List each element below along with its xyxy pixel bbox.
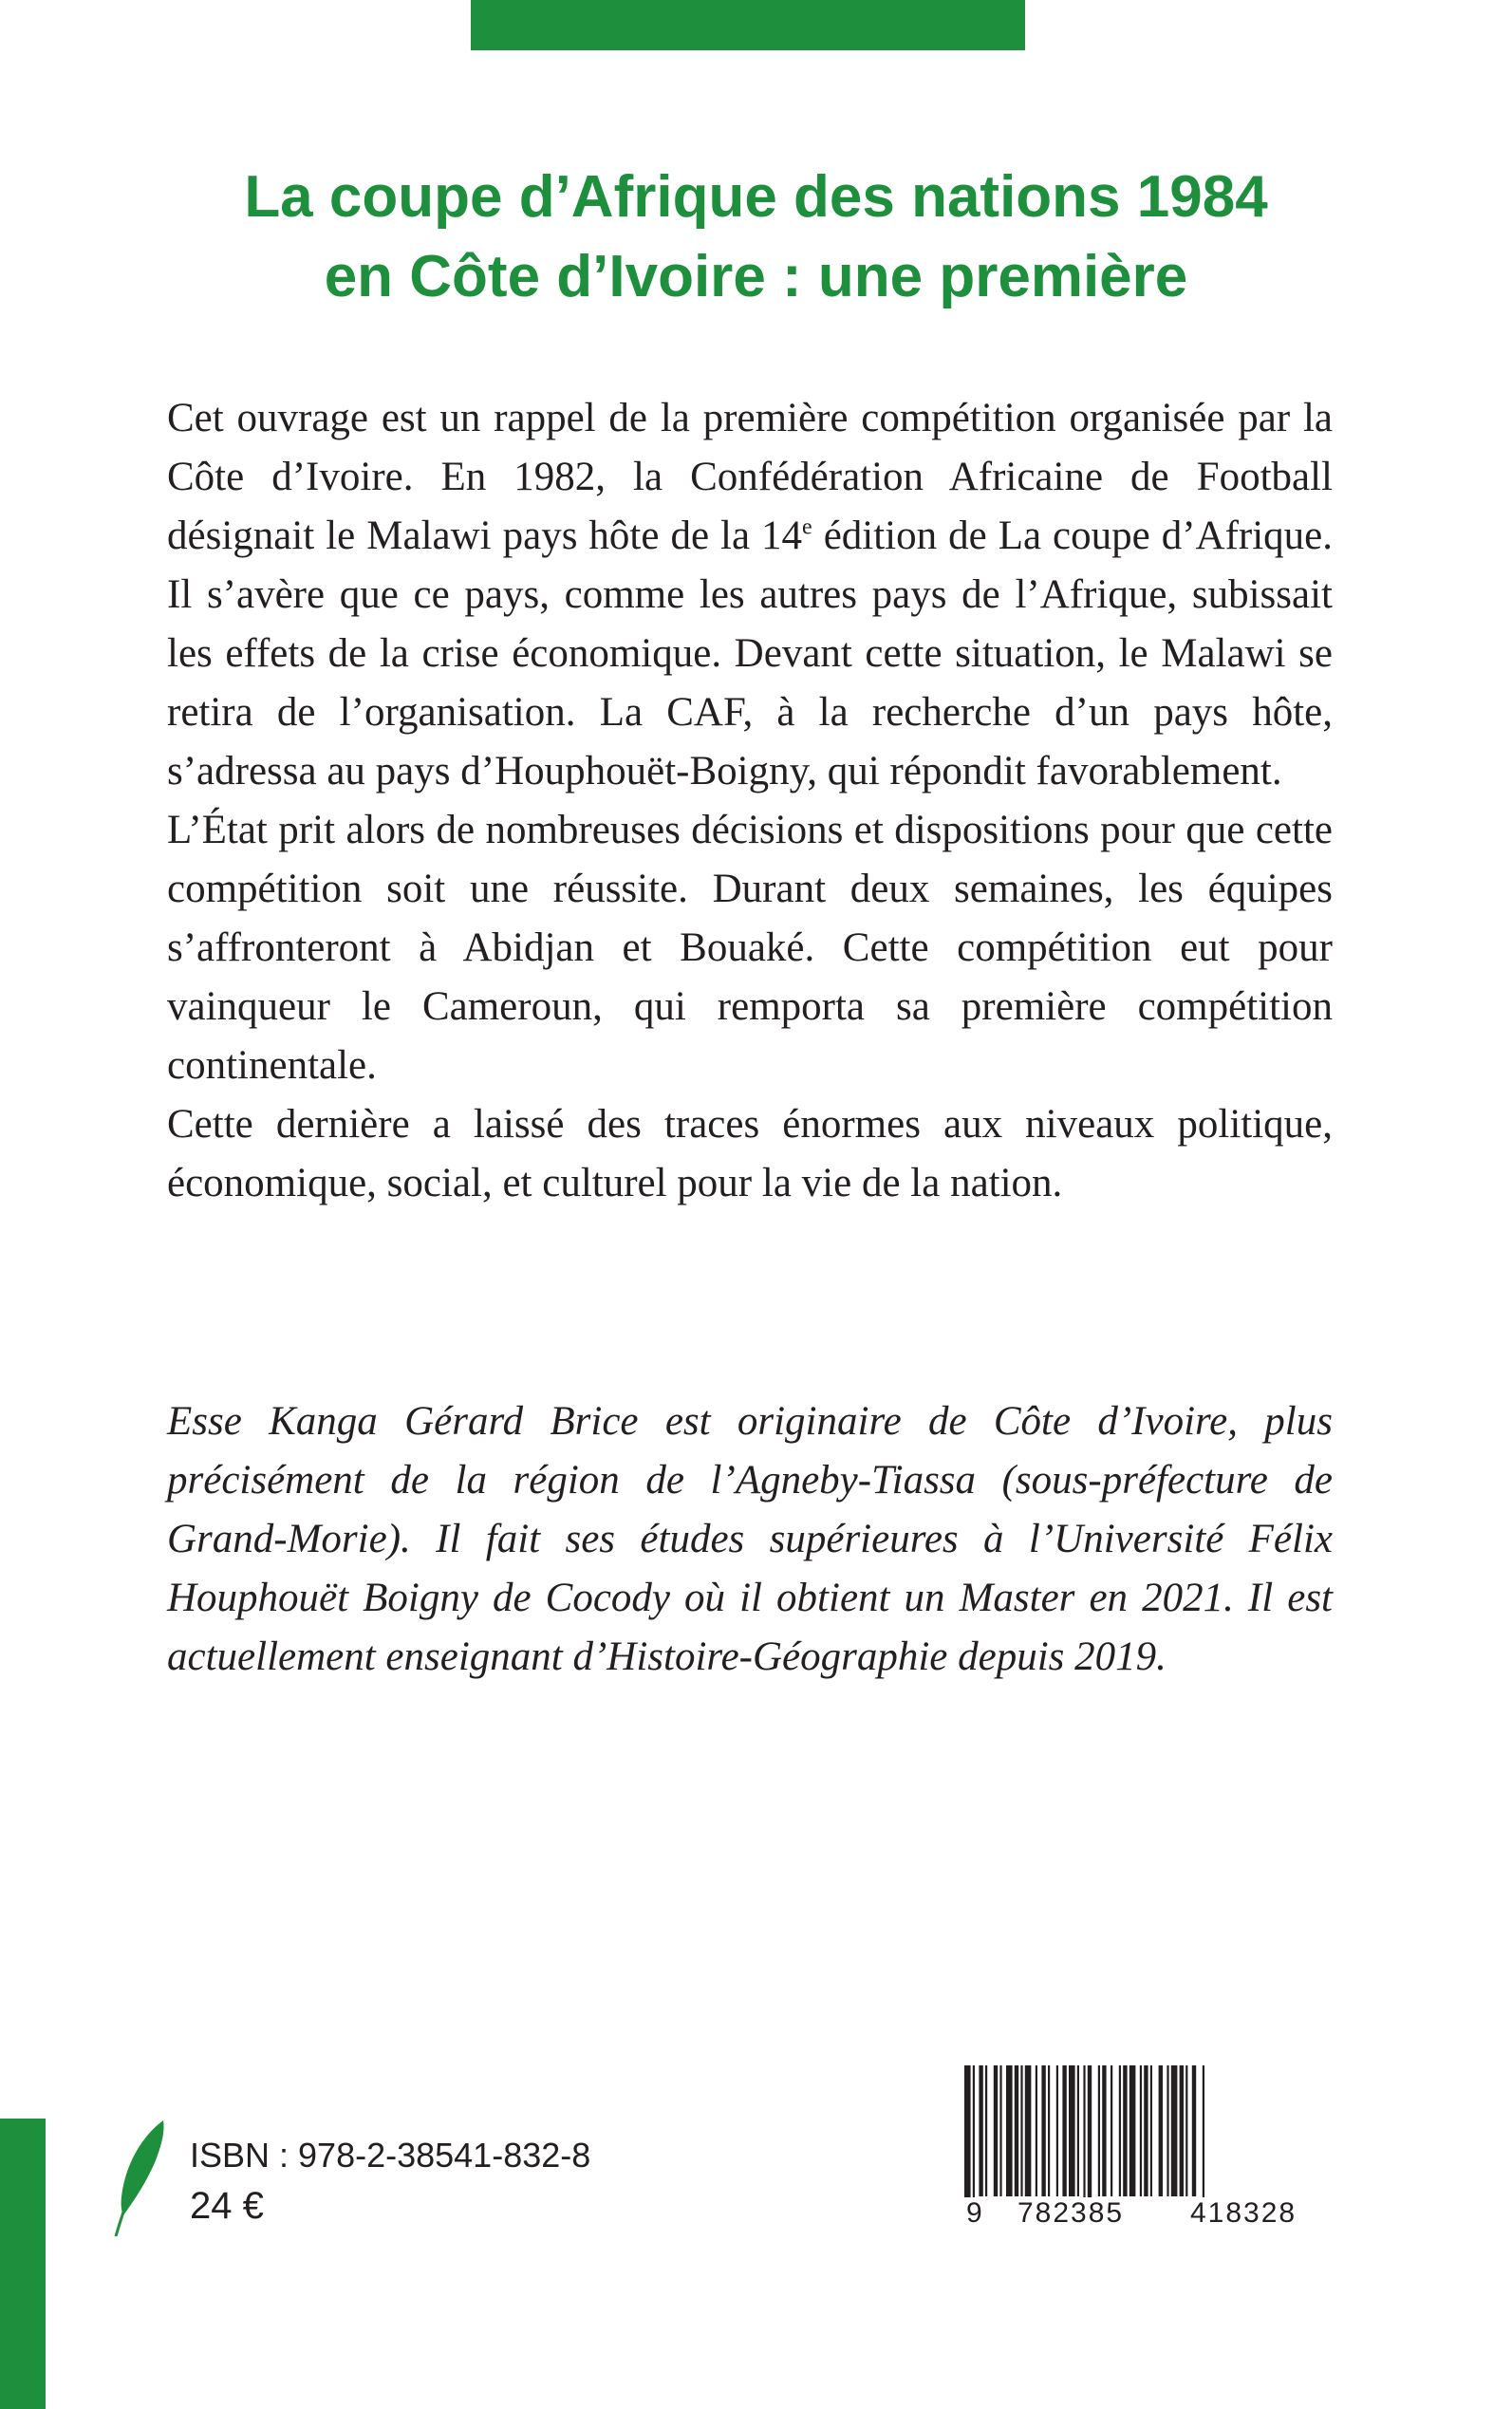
summary-p1-text-b: édition de La coupe d’Afrique. Il s’avère que ce pays, comme les autres pays de l’Afrique, subissait les effets de la crise économique. Devant cette situation, le Malawi se retira de l’organisation. La CAF, à la recherche d’un pays hôte, s’adressa au pays d’Houphouët-Boigny, qui répondit favorablement. [167,514,1333,794]
barcode-bar [1041,2065,1045,2196]
barcode-bar [1167,2065,1168,2196]
barcode-bar [1185,2065,1187,2196]
summary-paragraph-2: L’État prit alors de nombreuses décisions et dispositions pour que cette compétition soit une réussite. Durant deux semaines, les équipes s’affronteront à Abidjan et Bouaké. Cette compétition eut pour vainqueur le Cameroun, qui remporta sa première compétition continentale. [167,808,1333,1088]
barcode-bar [1048,2065,1050,2196]
barcode-bar [1015,2065,1018,2196]
barcode-bar [1020,2065,1022,2196]
barcode-bar [1006,2065,1013,2196]
barcode-bar [1083,2065,1085,2217]
side-accent-bar [0,2119,46,2409]
top-accent-bar [471,0,1025,50]
barcode-bar [1098,2065,1100,2196]
barcode-bar [1150,2065,1152,2196]
barcode-bar [973,2065,975,2217]
barcode-bar [1025,2065,1032,2196]
barcode-digits-left: 782385 [1014,2197,1128,2230]
ordinal-superscript: e [802,514,812,540]
book-summary [167,389,1333,1213]
isbn-label: ISBN : 978-2-38541-832-8 [190,2136,591,2175]
barcode-bar [1144,2065,1148,2196]
barcode-bar [1119,2065,1121,2196]
summary-p1-text-a: Cet ouvrage est un rappel de la première compétition organisée par la Côte d’Ivoire. En 1982, la Confédération Africaine de Football désignait le Malawi pays hôte de la 14 [167,396,1333,558]
price-label: 24 € [190,2185,264,2227]
barcode-bar [1062,2065,1066,2196]
barcode-bar [999,2065,1001,2196]
barcode-bar [1056,2065,1058,2196]
barcode-bar [1129,2065,1136,2196]
barcode-bar [1140,2065,1142,2196]
barcode-bar [1036,2065,1037,2196]
barcode-bar [1203,2065,1204,2217]
barcode-bar [964,2065,971,2217]
author-bio: Esse Kanga Gérard Brice est originaire de Côte d’Ivoire, plus précisément de la région de l’Agneby-Tiassa (sous-préfecture de Grand-Morie). Il fait ses études supérieures à l’Université Félix Houphouët Boigny de Cocody où il obtient un Master en 2021. Il est actuellement enseignant d’Histoire-Géographie depuis 2019. [167,1399,1333,1679]
barcode-bar [1077,2065,1079,2196]
barcode-bar [1111,2065,1112,2196]
barcode-bar [1102,2065,1106,2196]
barcode [953,2065,1331,2217]
barcode-bar [985,2065,987,2196]
summary-paragraph-3: Cette dernière a laissé des traces énormes aux niveaux politique, économique, social, et culturel pour la vie de la nation. [167,1102,1333,1205]
barcode-digits-right: 418328 [1186,2197,1300,2230]
barcode-bar [1069,2065,1075,2196]
title-line-1: La coupe d’Afrique des nations 1984 [244,164,1268,230]
barcode-bar [1088,2065,1092,2217]
book-title [123,158,1389,317]
barcode-bar [1180,2065,1184,2196]
title-line-2: en Côte d’Ivoire : une première [324,244,1188,309]
barcode-bar [979,2065,982,2196]
barcode-bar [1171,2065,1178,2196]
barcode-bar [1123,2065,1127,2196]
feather-icon [104,2117,173,2240]
summary-paragraph-1 [167,389,1333,801]
barcode-digit-first: 9 [962,2197,988,2230]
barcode-bar [1192,2065,1196,2196]
barcode-bar [1159,2065,1163,2196]
barcode-bar [994,2065,998,2196]
